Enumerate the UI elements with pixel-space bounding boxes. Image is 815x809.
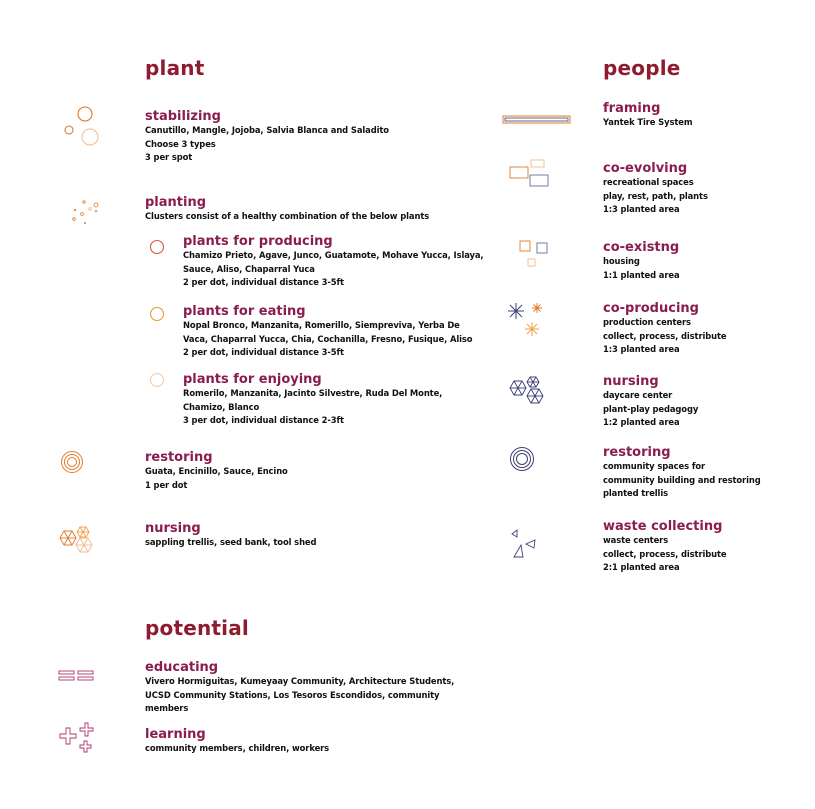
waste-title: waste collecting: [603, 519, 723, 534]
stabilizing-block: [145, 110, 389, 165]
stabilizing-line: Choose 3 types: [145, 138, 216, 149]
eating-circle-icon: [149, 306, 165, 322]
stabilizing-title: stabilizing: [145, 109, 221, 124]
coexisting-block: [603, 241, 680, 282]
coproducing-title: co-producing: [603, 301, 699, 316]
plant-nursing-title: nursing: [145, 521, 201, 536]
heading-people: people: [603, 56, 681, 80]
coproducing-block: [603, 302, 727, 357]
plant-nursing-block: [145, 522, 316, 550]
learning-line: community members, children, workers: [145, 743, 330, 753]
people-restoring-concentric-icon: [509, 446, 535, 472]
eating-line: 2 per dot, individual distance 3-5ft: [183, 347, 344, 357]
coexisting-squares-icon: [519, 240, 551, 270]
people-nursing-block: [603, 375, 698, 430]
educating-block: [145, 661, 454, 716]
people-restoring-title: restoring: [603, 445, 671, 460]
coexisting-title: co-existng: [603, 240, 680, 255]
people-restoring-line: community spaces for: [603, 461, 706, 471]
coevolving-title: co-evolving: [603, 161, 688, 176]
enjoying-line: Romerilo, Manzanita, Jacinto Silvestre, Ruda Del Monte,: [183, 388, 443, 398]
producing-line: 2 per dot, individual distance 3-5ft: [183, 277, 344, 287]
people-nursing-hexagons-icon: [508, 376, 546, 406]
people-restoring-block: [603, 446, 761, 501]
coproducing-line: 1:3 planted area: [603, 344, 680, 354]
planting-title: planting: [145, 195, 207, 210]
people-nursing-title: nursing: [603, 374, 659, 389]
stabilizing-circles-icon: [60, 104, 105, 149]
enjoying-block: [183, 373, 442, 428]
people-restoring-line: planted trellis: [603, 488, 668, 498]
coevolving-line: recreational spaces: [603, 177, 694, 187]
educating-line: UCSD Community Stations, Los Tesoros Escondidos, community: [145, 689, 440, 700]
learning-plus-icon: [58, 722, 102, 756]
planting-line: Clusters consist of a healthy combination of the below plants: [145, 211, 430, 221]
stabilizing-line: 3 per spot: [145, 152, 193, 162]
learning-block: [145, 728, 329, 756]
people-nursing-line: plant-play pedagogy: [603, 403, 699, 414]
waste-line: 2:1 planted area: [603, 562, 680, 572]
planting-dots-icon: [66, 196, 106, 226]
plant-restoring-line: 1 per dot: [145, 479, 188, 490]
plant-restoring-title: restoring: [145, 450, 213, 465]
heading-plant: plant: [145, 56, 205, 80]
plant-restoring-line: Guata, Encinillo, Sauce, Encino: [145, 466, 288, 476]
framing-title: framing: [603, 101, 661, 116]
coevolving-block: [603, 162, 708, 217]
producing-line: Chamizo Prieto, Agave, Junco, Guatamote, Mohave Yucca, Islaya,: [183, 250, 484, 260]
people-nursing-line: 1:2 planted area: [603, 417, 680, 427]
coevolving-line: 1:3 planted area: [603, 204, 680, 214]
plant-restoring-block: [145, 451, 288, 492]
waste-line: collect, process, distribute: [603, 548, 727, 559]
eating-title: plants for eating: [183, 304, 306, 319]
eating-line: Vaca, Chaparral Yucca, Chia, Cochanilla, Fresno, Fusique, Aliso: [183, 333, 473, 344]
heading-potential: potential: [145, 616, 249, 640]
waste-triangles-icon: [510, 528, 540, 558]
educating-bars-icon: [58, 670, 96, 682]
eating-line: Nopal Bronco, Manzanita, Romerillo, Siempreviva, Yerba De: [183, 320, 460, 330]
coexisting-line: 1:1 planted area: [603, 269, 680, 280]
plant-nursing-line: sappling trellis, seed bank, tool shed: [145, 537, 317, 547]
restoring-concentric-icon: [60, 450, 84, 474]
coevolving-rects-icon: [509, 159, 551, 187]
nursing-hexagons-icon: [56, 525, 96, 555]
planting-block: [145, 196, 429, 224]
producing-circle-icon: [149, 239, 165, 255]
waste-line: waste centers: [603, 535, 669, 545]
framing-line: Yantek Tire System: [603, 117, 693, 127]
producing-block: [183, 235, 484, 290]
waste-block: [603, 520, 727, 575]
producing-title: plants for producing: [183, 234, 333, 249]
educating-line: members: [145, 703, 189, 713]
framing-block: [603, 102, 692, 130]
coevolving-line: play, rest, path, plants: [603, 190, 708, 201]
learning-title: learning: [145, 727, 206, 742]
enjoying-line: 3 per dot, individual distance 2-3ft: [183, 415, 344, 425]
coproducing-stars-icon: [505, 300, 547, 342]
coproducing-line: collect, process, distribute: [603, 330, 727, 341]
enjoying-line: Chamizo, Blanco: [183, 401, 260, 412]
coproducing-line: production centers: [603, 317, 691, 327]
coexisting-line: housing: [603, 256, 640, 266]
framing-rect-icon: [502, 115, 572, 125]
eating-block: [183, 305, 472, 360]
educating-title: educating: [145, 660, 219, 675]
educating-line: Vivero Hormiguitas, Kumeyaay Community, Architecture Students,: [145, 676, 455, 686]
enjoying-title: plants for enjoying: [183, 372, 322, 387]
enjoying-circle-icon: [149, 372, 165, 388]
people-restoring-line: community building and restoring: [603, 474, 761, 485]
stabilizing-line: Canutillo, Mangle, Jojoba, Salvia Blanca and Saladito: [145, 125, 389, 135]
producing-line: Sauce, Aliso, Chaparral Yuca: [183, 263, 315, 274]
people-nursing-line: daycare center: [603, 390, 673, 400]
